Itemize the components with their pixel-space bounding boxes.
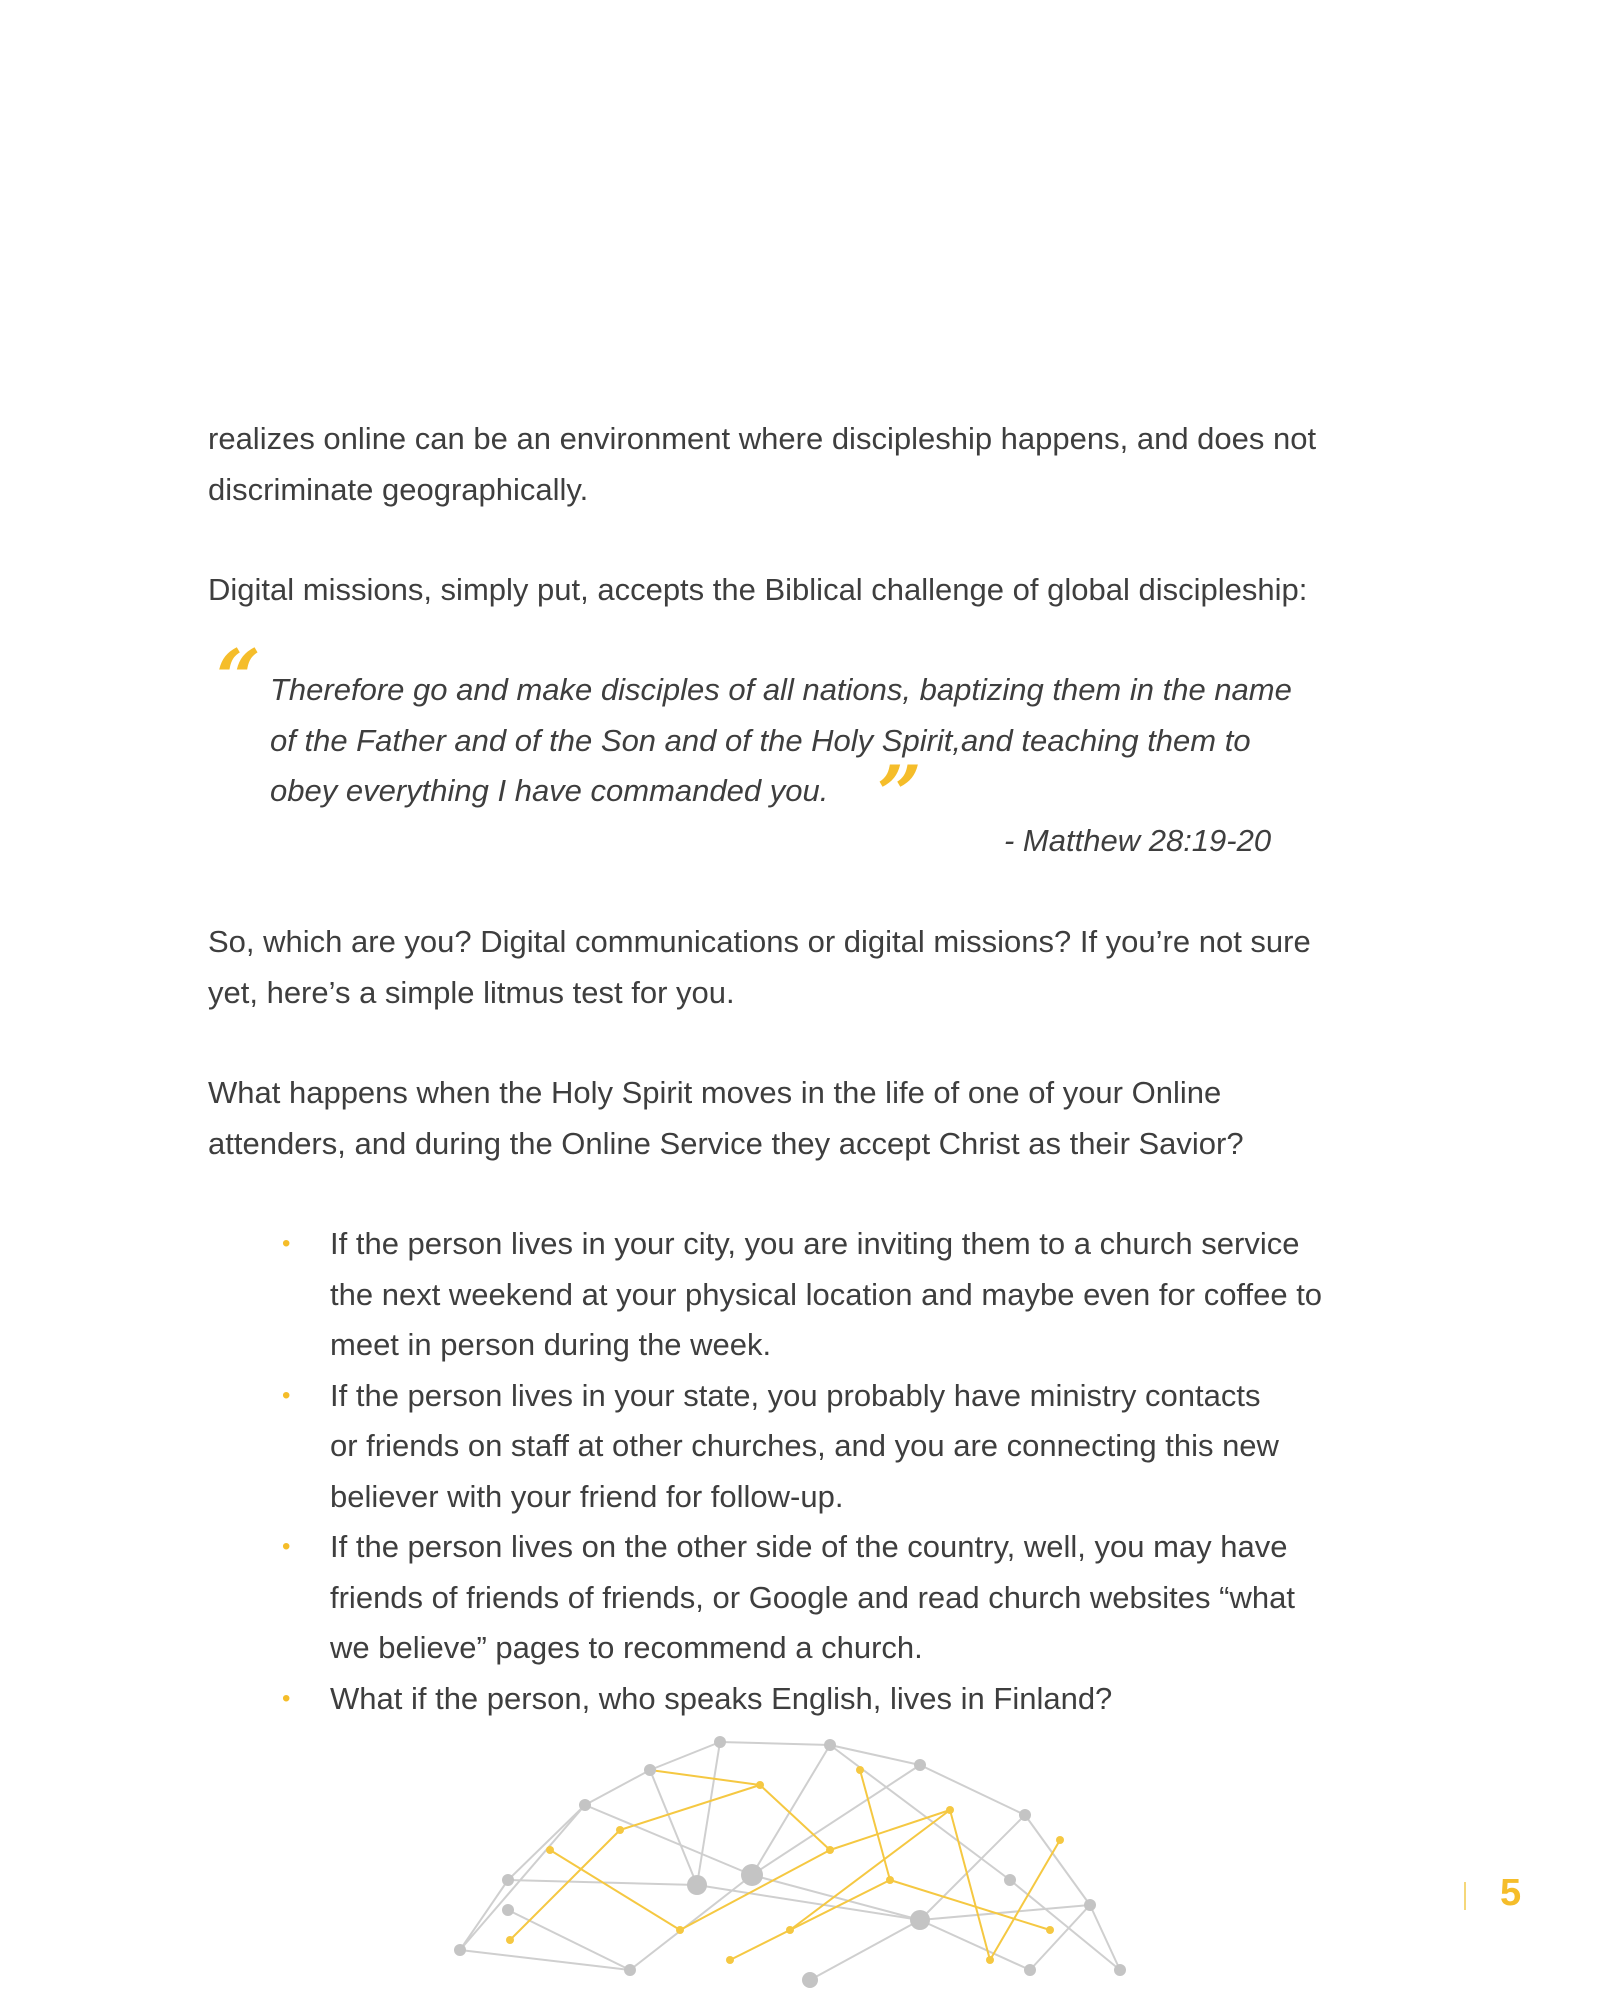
quote-line: Therefore go and make disciples of all nations, baptizing them in the name [270,672,1292,707]
bullet-icon: • [282,1533,291,1560]
bullet-list [282,1219,1430,1724]
bullet-line: If the person lives in your state, you probably have ministry contacts [330,1377,1261,1413]
bullet-line: meet in person during the week. [330,1327,772,1362]
paragraph-line: realizes online can be an environment where discipleship happens, and does not [208,421,1317,456]
bullet-line: What if the person, who speaks English, lives in Finland? [330,1680,1113,1716]
paragraph-line: attenders, and during the Online Service they accept Christ as their Savior? [208,1125,1244,1161]
bullet-item [282,1674,1430,1725]
network-globe-icon [430,1730,1190,2000]
paragraph-line: yet, here’s a simple litmus test for you. [208,974,735,1010]
quote-line: obey everything I have commanded you. [270,773,829,808]
bullet-line: we believe” pages to recommend a church. [330,1630,923,1665]
scripture-quote [270,665,1420,817]
paragraph-which-are-you [208,917,1428,1018]
bullet-line: friends of friends of friends, or Google and read church websites “what [330,1579,1295,1615]
paragraph-line: What happens when the Holy Spirit moves in the life of one of your Online [208,1075,1222,1110]
open-quote-icon: “ [216,633,261,724]
paragraph-intro [208,414,1428,515]
paragraph-line: discriminate geographically. [208,471,589,507]
quote-line: of the Father and of the Son and of the Holy Spirit,and teaching them to [270,722,1251,758]
bullet-line: If the person lives on the other side of the country, well, you may have [330,1529,1288,1564]
bullet-item [282,1219,1430,1371]
quote-attribution: - Matthew 28:19-20 [1004,823,1272,858]
bullet-icon: • [282,1230,291,1257]
bullet-icon: • [282,1381,291,1409]
bullet-item [282,1522,1430,1674]
bullet-item [282,1371,1430,1523]
page-number: 5 [1500,1872,1522,1914]
bullet-line: the next weekend at your physical location and maybe even for coffee to [330,1276,1323,1312]
bullet-line: or friends on staff at other churches, and you are connecting this new [330,1428,1279,1463]
paragraph-digital-missions: Digital missions, simply put, accepts the Biblical challenge of global discipleship: [208,572,1308,607]
close-quote-icon: ” [877,749,922,840]
bullet-line: If the person lives in your city, you are inviting them to a church service [330,1226,1300,1261]
paragraph-holy-spirit [208,1068,1428,1169]
paragraph-line: So, which are you? Digital communications or digital missions? If you’re not sure [208,924,1311,959]
page-number-divider [1464,1882,1466,1910]
bullet-icon: • [282,1684,291,1712]
bullet-line: believer with your friend for follow-up. [330,1478,844,1514]
